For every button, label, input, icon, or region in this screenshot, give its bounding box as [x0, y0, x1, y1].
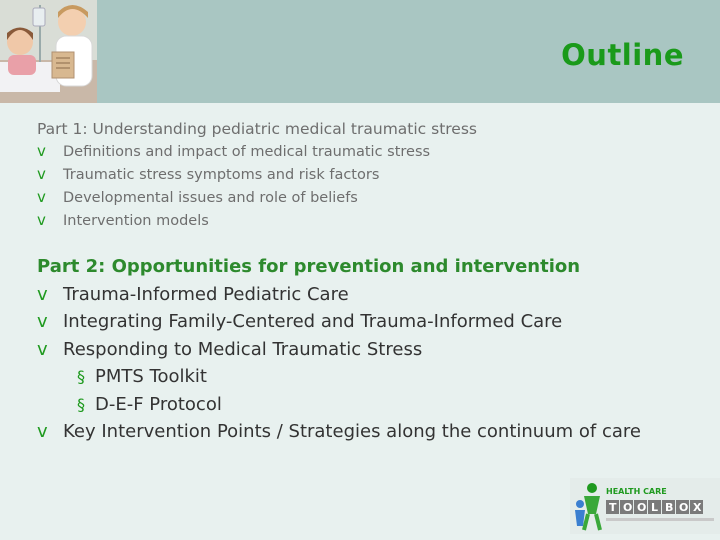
logo-letter: O [637, 501, 647, 514]
logo-letter: O [679, 501, 689, 514]
part1-heading: Part 1: Understanding pediatric medical traumatic stress [37, 120, 477, 138]
check-bullet-icon: v [37, 142, 46, 160]
check-bullet-icon: v [37, 283, 48, 305]
list-item-label: Developmental issues and role of beliefs [63, 190, 358, 206]
sub-list-item-label: PMTS Toolkit [95, 366, 207, 387]
header-photo [0, 0, 97, 103]
logo-letter: L [651, 501, 659, 514]
slide-title: Outline [561, 38, 684, 72]
check-bullet-icon: v [37, 211, 46, 229]
health-care-toolbox-logo [570, 478, 720, 534]
list-item [37, 186, 477, 209]
list-item-label: Traumatic stress symptoms and risk factors [63, 167, 380, 183]
check-bullet-icon: v [37, 421, 48, 442]
check-bullet-icon: v [37, 188, 46, 206]
part2-section [37, 253, 641, 446]
check-bullet-icon: v [37, 311, 48, 332]
list-item-label: Key Intervention Points / Strategies along the continuum of care [63, 421, 641, 442]
list-item-label: Responding to Medical Traumatic Stress [63, 338, 423, 360]
toolbox-logo-image [570, 478, 720, 534]
list-item [37, 140, 477, 163]
list-item-label: Trauma-Informed Pediatric Care [63, 283, 349, 305]
square-bullet-icon: § [77, 394, 85, 414]
list-item [37, 163, 477, 186]
medical-scene-image [0, 0, 97, 103]
square-bullet-icon: § [77, 367, 85, 386]
list-item [37, 308, 641, 336]
check-bullet-icon: v [37, 165, 46, 183]
logo-letter: B [665, 501, 674, 514]
logo-line1: HEALTH CARE [606, 487, 667, 496]
sub-list-item [37, 391, 641, 419]
logo-letter: O [623, 501, 633, 514]
sub-list-item [37, 363, 641, 391]
list-item-label: Intervention models [63, 213, 209, 229]
check-bullet-icon: v [37, 338, 48, 360]
list-item-label: Definitions and impact of medical traumatic stress [63, 144, 431, 160]
list-item [37, 418, 641, 446]
logo-letter: T [609, 501, 617, 514]
list-item [37, 281, 641, 309]
list-item [37, 336, 641, 364]
logo-letter: X [693, 501, 702, 514]
part2-heading: Part 2: Opportunities for prevention and intervention [37, 256, 581, 277]
part1-section [37, 118, 477, 232]
list-item [37, 209, 477, 232]
sub-list-item-label: D-E-F Protocol [95, 393, 222, 415]
list-item-label: Integrating Family-Centered and Trauma-Informed Care [63, 311, 563, 332]
